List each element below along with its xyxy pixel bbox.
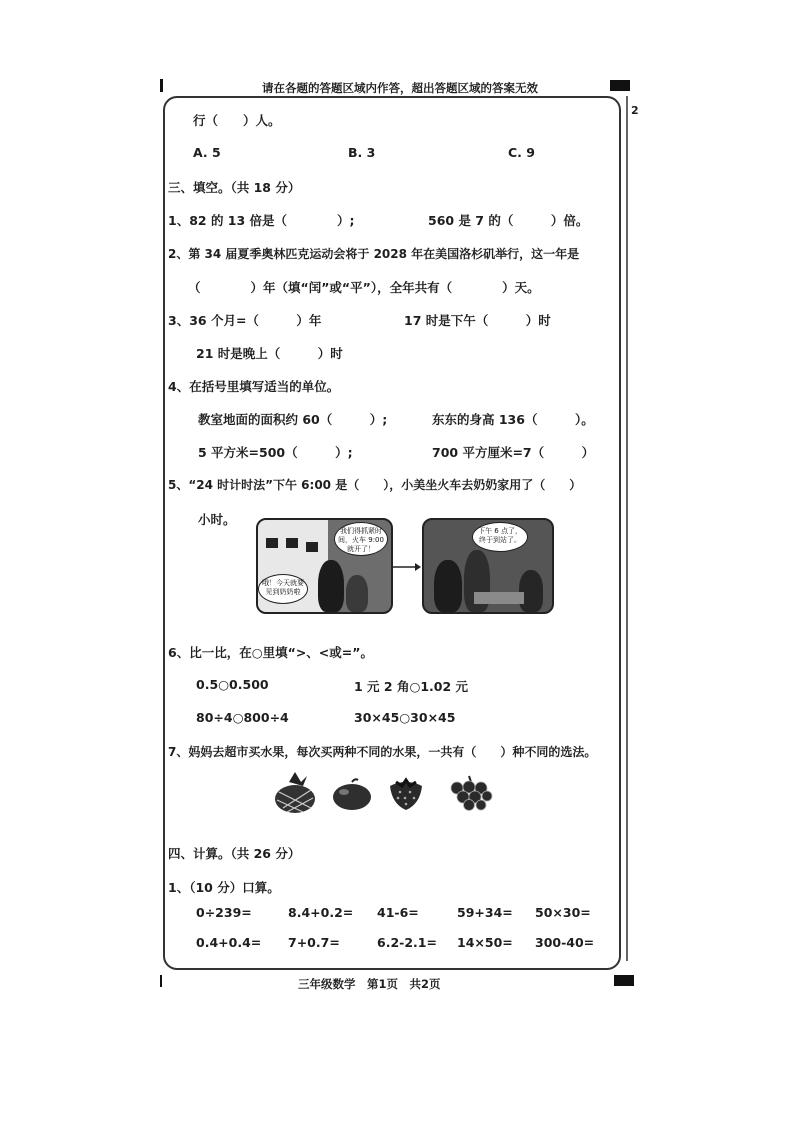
calc-item: 300-40=: [535, 935, 595, 950]
calc-item: 59+34=: [457, 905, 513, 920]
left-tick-top: [160, 79, 163, 92]
strawberry-icon: [386, 776, 426, 816]
fill-q2b: （ ）年（填“闰”或“平”），全年共有（ ）天。: [188, 280, 540, 295]
window: [306, 542, 318, 552]
fill-q3c: 21 时是晚上（ ）时: [196, 346, 343, 361]
calc-item: 6.2-2.1=: [377, 935, 437, 950]
right-column-line: [626, 96, 628, 961]
person-figure: [346, 575, 368, 612]
calc-item: 0÷239=: [196, 905, 252, 920]
grapes-icon: [447, 774, 493, 816]
calc-item: 7+0.7=: [288, 935, 340, 950]
arrow-icon: [393, 557, 421, 576]
compare-a: 0.5○0.500: [196, 677, 269, 692]
fill-q2a: 2、第 34 届夏季奥林匹克运动会将于 2028 年在美国洛杉矶举行，这一年是: [168, 247, 580, 261]
calc-item: 0.4+0.4=: [196, 935, 262, 950]
option-a: A. 5: [193, 145, 221, 160]
calc-item: 50×30=: [535, 905, 591, 920]
fill-q5b: 小时。: [198, 512, 236, 527]
calc-item: 14×50=: [457, 935, 513, 950]
fill-q3a: 3、36 个月=（ ）年: [168, 313, 322, 328]
person-figure: [318, 560, 344, 612]
fill-q1a: 1、82 的 13 倍是（ ）;: [168, 213, 355, 228]
table: [474, 592, 524, 604]
compare-d: 30×45○30×45: [354, 710, 456, 725]
option-b: B. 3: [348, 145, 376, 160]
speech-bubble-hurry: 我们得抓紧时间，火车 9:00 就开了！: [334, 522, 388, 556]
fill-q4c: 5 平方米=500（ ）;: [198, 445, 353, 460]
q2-tail: 行（ ）人。: [193, 113, 281, 128]
speech-bubble-grandma: 哦！今天就要见到奶奶啦: [258, 574, 308, 604]
person-figure: [519, 570, 543, 612]
registration-mark-top: [610, 80, 630, 91]
apple-icon: [331, 778, 373, 816]
option-c: C. 9: [508, 145, 535, 160]
fill-q5a: 5、“24 时计时法”下午 6:00 是（ ），小美坐火车去奶奶家用了（ ）: [168, 478, 582, 492]
fill-q1b: 560 是 7 的（ ）倍。: [428, 213, 589, 228]
section-3-title: 三、填空。（共 18 分）: [168, 180, 301, 195]
calc-item: 8.4+0.2=: [288, 905, 354, 920]
pineapple-icon: [273, 772, 317, 818]
footer-page-info: 三年级数学 第1页 共2页: [298, 977, 441, 991]
fill-q4b: 东东的身高 136（ ）。: [432, 412, 594, 427]
fill-q4: 4、在括号里填写适当的单位。: [168, 379, 340, 394]
fill-q4a: 教室地面的面积约 60（ ）;: [198, 412, 388, 427]
left-tick-bottom: [160, 975, 162, 987]
window: [266, 538, 278, 548]
compare-b: 1 元 2 角○1.02 元: [354, 679, 469, 694]
window: [286, 538, 298, 548]
fill-q6: 6、比一比，在○里填“>、<或=”。: [168, 645, 373, 660]
side-page-number: 2: [631, 104, 639, 117]
compare-c: 80÷4○800÷4: [196, 710, 289, 725]
speech-bubble-arrived: 下午 6 点了，终于到站了。: [472, 522, 528, 552]
fill-q3b: 17 时是下午（ ）时: [404, 313, 551, 328]
fill-q4d: 700 平方厘米=7（ ）: [432, 445, 595, 460]
person-figure: [434, 560, 462, 612]
registration-mark-bottom: [614, 975, 634, 986]
section-4-title: 四、计算。（共 26 分）: [168, 846, 301, 861]
calc-title: 1、（10 分）口算。: [168, 880, 280, 895]
fill-q7: 7、妈妈去超市买水果，每次买两种不同的水果，一共有（ ）种不同的选法。: [168, 745, 597, 759]
calc-item: 41-6=: [377, 905, 419, 920]
header-notice: 请在各题的答题区域内作答，超出答题区域的答案无效: [262, 81, 538, 95]
